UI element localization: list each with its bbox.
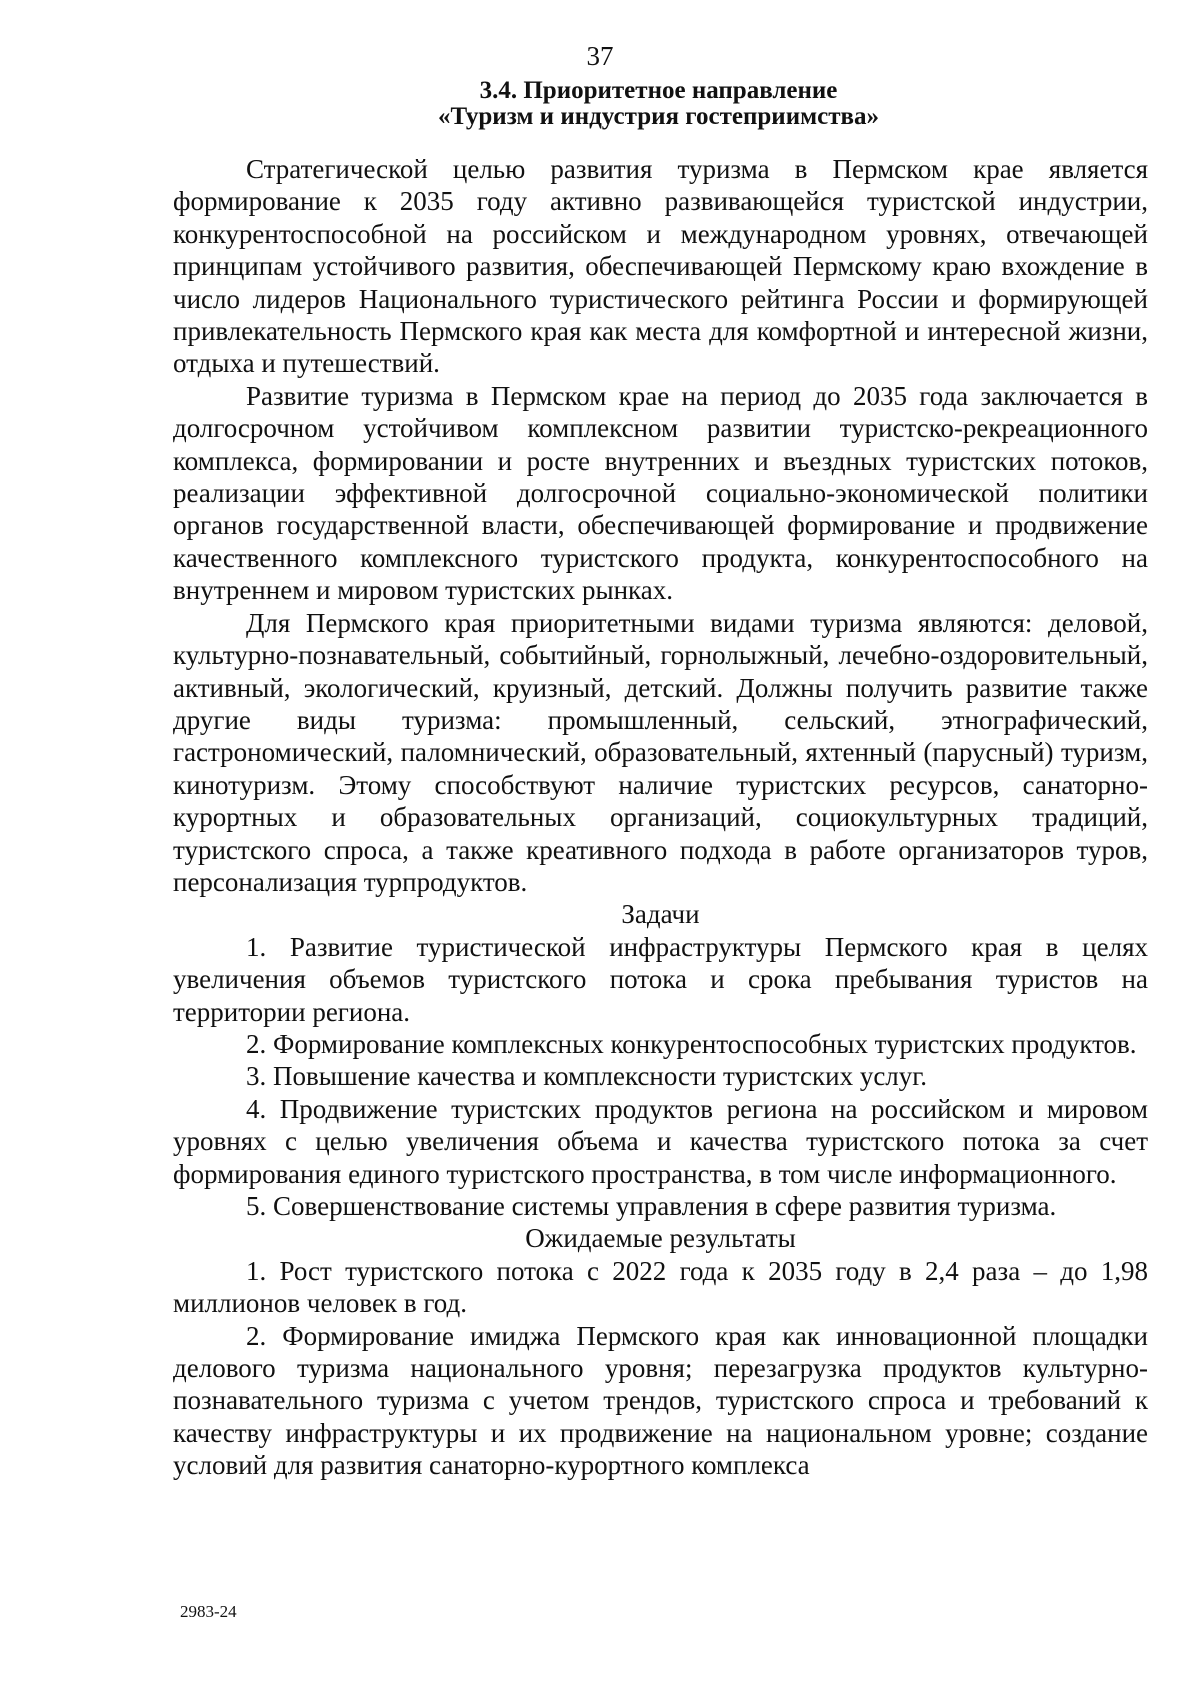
task-item: 2. Формирование комплексных конкурентоспособных туристских продуктов.: [246, 1028, 1137, 1059]
task-item: 4. Продвижение туристских продуктов региона на российском и мировом уровнях с целью увеличения объема и качества туристского потока за счет формирования единого туристского пространства, в том числе информационного.: [173, 1093, 1148, 1189]
result-item: 2. Формирование имиджа Пермского края как инновационной площадки делового туризма национального уровня; перезагрузка продуктов культурно-познавательного туризма с учетом трендов, туристского спроса и требований к качеству инфраструктуры и их продвижение на национальном уровне; создание условий для развития санаторно-курортного комплекса: [173, 1320, 1148, 1481]
document-code: 2983-24: [180, 1602, 237, 1621]
section-body: [173, 153, 1148, 1482]
results-subheading: Ожидаемые результаты: [525, 1223, 796, 1254]
task-item: 5. Совершенствование системы управления в сфере развития туризма.: [246, 1191, 1057, 1221]
section-heading-line-1: 3.4. Приоритетное направление: [479, 77, 838, 104]
paragraph: Развитие туризма в Пермском крае на период до 2035 года заключается в долгосрочном устойчивом комплексном развитии туристско-рекреационного комплекса, формировании и росте внутренних и въездных туристских потоков, реализации эффективной долгосрочной социально-экономической политики органов государственной власти, обеспечивающей формирование и продвижение качественного комплексного туристского продукта, конкурентоспособного на внутреннем и мировом туристских рынках.: [173, 380, 1148, 606]
tasks-subheading: Задачи: [621, 899, 700, 930]
paragraph: Стратегической целью развития туризма в Пермском крае является формирование к 2035 году активно развивающейся туристской индустрии, конкурентоспособной на российском и международном уровнях, отвечающей принципам устойчивого развития, обеспечивающей Пермскому краю вхождение в число лидеров Национального туристического рейтинга России и формирующей привлекательность Пермского края как места для комфортной и интересной жизни, отдыха и путешествий.: [173, 154, 1148, 379]
result-item: 1. Рост туристского потока с 2022 года к 2035 году в 2,4 раза – до 1,98 миллионов человек в год.: [173, 1255, 1148, 1319]
page-number: 37: [586, 41, 614, 71]
section-heading-line-2: «Туризм и индустрия гостеприимства»: [437, 103, 880, 130]
task-item: 1. Развитие туристической инфраструктуры Пермского края в целях увеличения объемов туристского потока и срока пребывания туристов на территории региона.: [173, 931, 1148, 1027]
section-heading: [0, 78, 1200, 130]
paragraph: Для Пермского края приоритетными видами туризма являются: деловой, культурно-познавательный, событийный, горнолыжный, лечебно-оздоровительный, активный, экологический, круизный, детский. Должны получить развитие также другие виды туризма: промышленный, сельский, этнографический, гастрономический, паломнический, образовательный, яхтенный (парусный) туризм, кинотуризм. Этому способствуют наличие туристских ресурсов, санаторно-курортных и образовательных организаций, социокультурных традиций, туристского спроса, а также креативного подхода в работе организаторов туров, персонализация турпродуктов.: [173, 607, 1148, 897]
task-item: 3. Повышение качества и комплексности туристских услуг.: [246, 1061, 928, 1092]
